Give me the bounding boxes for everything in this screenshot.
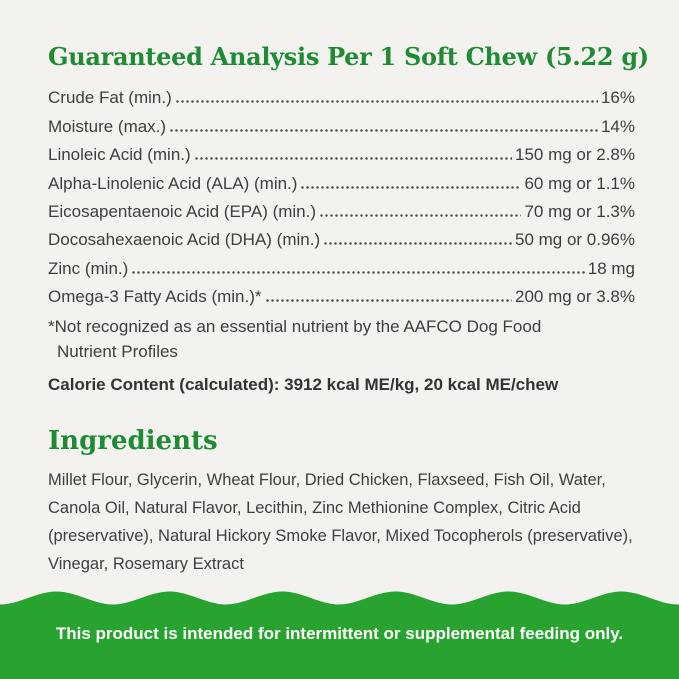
analysis-label: Zinc (min.)	[48, 258, 129, 278]
dot-leader	[169, 128, 598, 133]
analysis-label: Eicosapentaenoic Acid (EPA) (min.)	[48, 201, 317, 221]
analysis-row	[48, 194, 635, 222]
dot-leader	[319, 213, 521, 218]
analysis-value: 60 mg or 1.1%	[524, 173, 635, 193]
analysis-row	[48, 80, 635, 108]
analysis-row	[48, 137, 635, 165]
analysis-row	[48, 222, 635, 250]
guaranteed-analysis-table	[48, 80, 635, 307]
analysis-value: 16%	[600, 88, 635, 108]
analysis-label: Moisture (max.)	[48, 116, 167, 136]
analysis-label: Docosahexaenoic Acid (DHA) (min.)	[48, 230, 321, 250]
wave-edge-icon	[0, 590, 679, 606]
analysis-label: Linoleic Acid (min.)	[48, 145, 191, 165]
ingredients-title: Ingredients	[48, 426, 218, 457]
analysis-row	[48, 279, 635, 307]
analysis-label: Alpha-Linolenic Acid (ALA) (min.)	[48, 173, 298, 193]
dot-leader	[323, 241, 512, 246]
ingredients-list: Millet Flour, Glycerin, Wheat Flour, Dried Chicken, Flaxseed, Fish Oil, Water, Canola Oil, Natural Flavor, Lecithin, Zinc Methionine Complex, Citric Acid (preservative), Natural Hickory Smoke Flavor, Mixed Tocopherols (preservative), Vinegar, Rosemary Extract	[48, 471, 633, 574]
analysis-row	[48, 250, 635, 278]
analysis-row	[48, 108, 635, 136]
dot-leader	[194, 156, 512, 161]
dot-leader	[265, 298, 512, 303]
analysis-value: 18 mg	[587, 258, 635, 278]
feeding-banner	[0, 590, 679, 679]
analysis-label: Omega-3 Fatty Acids (min.)*	[48, 287, 262, 307]
guaranteed-analysis-title: Guaranteed Analysis Per 1 Soft Chew (5.22 g)	[48, 42, 649, 71]
dot-leader	[175, 99, 598, 104]
feeding-note: This product is intended for intermittent or supplemental feeding only.	[55, 624, 624, 643]
analysis-row	[48, 165, 635, 193]
analysis-label: Crude Fat (min.)	[48, 88, 172, 108]
aafco-footnote: *Not recognized as an essential nutrient by the AAFCO Dog Food Nutrient Profiles	[48, 317, 542, 362]
analysis-value: 14%	[600, 116, 635, 136]
dot-leader	[300, 185, 521, 190]
analysis-value: 70 mg or 1.3%	[524, 201, 635, 221]
analysis-value: 150 mg or 2.8%	[514, 145, 635, 165]
calorie-content: Calorie Content (calculated): 3912 kcal ME/kg, 20 kcal ME/chew	[48, 375, 559, 395]
analysis-value: 200 mg or 3.8%	[514, 287, 635, 307]
analysis-value: 50 mg or 0.96%	[514, 230, 635, 250]
dot-leader	[131, 270, 584, 275]
feeding-banner-band	[0, 606, 679, 679]
